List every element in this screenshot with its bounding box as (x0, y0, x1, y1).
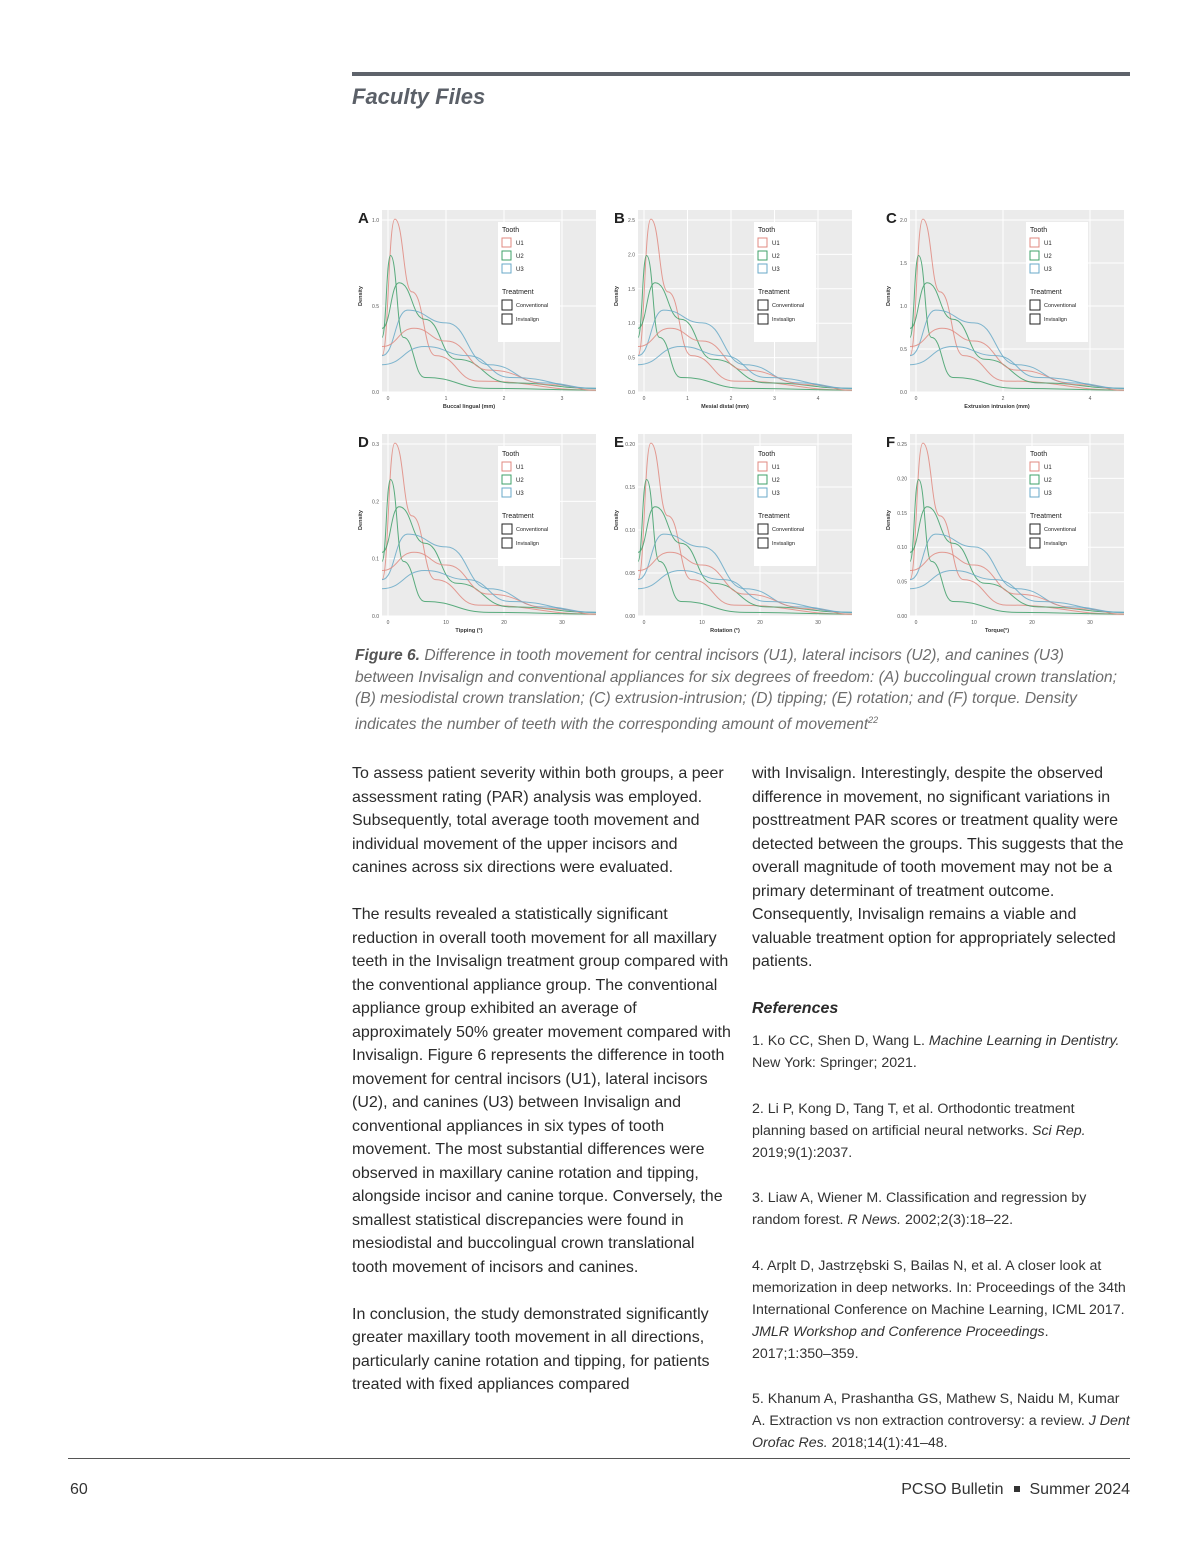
page-number: 60 (70, 1481, 88, 1498)
y-tick-label: 0.00 (625, 614, 635, 620)
y-tick-label: 0.1 (372, 556, 379, 563)
legend-item: U2 (772, 478, 780, 484)
references-title: References (752, 999, 839, 1017)
panel-e (608, 428, 860, 646)
y-tick-label: 0.05 (625, 571, 635, 577)
y-axis-label: Density (614, 286, 620, 306)
figure-6 (352, 200, 1130, 640)
y-tick-label: 0.05 (897, 579, 907, 586)
x-axis-label: Torque(°) (984, 628, 1010, 634)
legend-item: Invisalign (516, 541, 539, 547)
x-tick-label: 2 (1001, 396, 1005, 402)
x-tick-label: 0 (642, 620, 646, 626)
panel-c (880, 204, 1132, 422)
legend-title: Tooth (502, 451, 520, 458)
y-tick-label: 0.5 (372, 304, 379, 310)
density-plot (608, 428, 860, 646)
reference-item: 2. Li P, Kong D, Tang T, et al. Orthodontic treatment planning based on artificial neural networks. Sci Rep. 2019;9(1):2037. (752, 1100, 1086, 1161)
caption-label: Figure 6. (355, 647, 420, 664)
reference-item: 3. Liaw A, Wiener M. Classification and regression by random forest. R News. 2002;2(3):18–22. (752, 1190, 1087, 1228)
y-tick-label: 2.0 (900, 218, 907, 224)
y-tick-label: 0.10 (625, 528, 635, 534)
legend-item: U2 (1044, 254, 1052, 260)
y-tick-label: 0.25 (897, 442, 907, 448)
legend-item: U2 (1044, 478, 1052, 484)
legend-item: U1 (772, 465, 780, 471)
x-tick-label: 0 (914, 620, 918, 626)
legend-item: U1 (772, 241, 780, 247)
x-axis-label: Extrusion intrusion (mm) (964, 404, 1030, 410)
density-plot (880, 428, 1132, 646)
legend-title: Tooth (758, 451, 776, 458)
x-tick-label: 1 (444, 396, 448, 402)
legend-title: Treatment (502, 513, 534, 520)
legend-item: U3 (1044, 491, 1052, 497)
x-tick-label: 10 (699, 620, 705, 626)
body-column-right (752, 762, 1130, 1478)
reference-item: 5. Khanum A, Prashantha GS, Mathew S, Naidu M, Kumar A. Extraction vs non extraction controversy: a review. J Dent Orofac Res. 2018;14(1):41–48. (752, 1391, 1130, 1451)
legend-item: Conventional (1044, 303, 1077, 309)
y-tick-label: 1.0 (628, 321, 635, 328)
legend-item: Invisalign (1044, 541, 1067, 547)
legend-title: Treatment (758, 513, 790, 520)
legend-item: Conventional (516, 303, 549, 309)
panel-letter: E (614, 434, 625, 451)
y-axis-label: Density (614, 510, 620, 530)
y-tick-label: 0.00 (897, 614, 907, 620)
x-tick-label: 30 (1087, 620, 1093, 626)
legend-item: Invisalign (1044, 317, 1067, 323)
x-tick-label: 1 (686, 396, 689, 402)
reference-item: 1. Ko CC, Shen D, Wang L. Machine Learning in Dentistry. New York: Springer; 2021. (752, 1033, 1120, 1071)
y-tick-label: 1.5 (900, 261, 907, 267)
legend-item: Conventional (772, 527, 805, 533)
panel-letter: A (358, 210, 369, 227)
legend-item: U1 (516, 241, 524, 247)
x-axis-label: Tipping (°) (455, 628, 483, 634)
legend-item: Invisalign (516, 317, 539, 323)
y-tick-label: 0.0 (372, 390, 379, 396)
paragraph: To assess patient severity within both groups, a peer assessment rating (PAR) analysis was employed. Subsequently, total average tooth movement and individual movement of the upper incisors and canines across six directions were evaluated. (352, 765, 724, 876)
panel-letter: F (886, 434, 896, 451)
y-tick-label: 1.0 (372, 218, 379, 224)
y-tick-label: 2.0 (628, 252, 635, 259)
legend-item: Invisalign (772, 317, 795, 323)
y-tick-label: 0.5 (628, 355, 635, 362)
x-axis-label: Mesial distal (mm) (701, 404, 749, 410)
x-tick-label: 3 (773, 396, 776, 402)
x-tick-label: 10 (971, 620, 977, 626)
footer-rule (68, 1458, 1130, 1459)
x-tick-label: 0 (642, 396, 646, 402)
paragraph: In conclusion, the study demonstrated significantly greater maxillary tooth movement in all directions, particularly canine rotation and tipping, for patients treated with fixed appliances compared (352, 1305, 710, 1393)
legend-item: Conventional (516, 527, 549, 533)
x-tick-label: 30 (815, 620, 821, 626)
y-axis-label: Density (886, 510, 892, 530)
figure-caption (355, 645, 1125, 735)
legend-item: Conventional (1044, 527, 1077, 533)
panel-b (608, 204, 860, 422)
legend-item: U3 (516, 267, 524, 273)
separator-square-icon (1014, 1486, 1020, 1492)
legend-item: Conventional (772, 303, 805, 309)
panel-a (352, 204, 604, 422)
y-tick-label: 0.0 (900, 390, 907, 396)
legend-title: Treatment (758, 289, 790, 296)
y-tick-label: 0.5 (900, 347, 907, 353)
y-tick-label: 0.10 (897, 545, 907, 552)
caption-text: Difference in tooth movement for central incisors (U1), lateral incisors (U2), and canines (U3) between Invisalign and conventional appliances for six degrees of freedom: (A) buccolingual crown translation; (B) mesiodistal crown translation; (C) extrusion-intrusion; (D) tipping; (E) rotation; and (F) torque. Density indicates the number of teeth with the corresponding amount of movement (355, 647, 1117, 733)
legend-title: Tooth (758, 227, 776, 234)
reference-item: 4. Arplt D, Jastrzębski S, Bailas N, et al. A closer look at memorization in deep networks. In: Proceedings of the 34th International Conference on Machine Learning, ICML 2017. JMLR Workshop and Conference Proceedings. 2017;1:350–359. (752, 1257, 1126, 1362)
issue-name: Summer 2024 (1029, 1481, 1130, 1498)
legend-title: Tooth (1030, 227, 1048, 234)
footer-publication (901, 1481, 1130, 1499)
x-tick-label: 0 (386, 396, 390, 402)
panel-letter: B (614, 210, 625, 227)
y-tick-label: 0.2 (372, 499, 379, 506)
x-tick-label: 2 (729, 396, 733, 402)
caption-ref: 22 (868, 714, 879, 725)
x-tick-label: 20 (757, 620, 763, 626)
x-tick-label: 0 (914, 396, 918, 402)
paragraph: The results revealed a statistically significant reduction in overall tooth movement for all maxillary teeth in the Invisalign treatment group compared with the conventional appliance group. The conventional appliance group exhibited an average of approximately 50% greater movement compared with Invisalign. Figure 6 represents the difference in tooth movement for central incisors (U1), lateral incisors (U2), and canines (U3) between Invisalign and conventional appliances in six types of tooth movement. The most substantial differences were observed in maxillary canine rotation and tipping, alongside incisor and canine torque. Conversely, the smallest statistical discrepancies were found in mesiodistal and buccolingual crown translational tooth movement of incisors and canines. (352, 906, 731, 1276)
y-axis-label: Density (358, 286, 364, 306)
y-tick-label: 0.15 (897, 510, 907, 517)
x-tick-label: 30 (559, 620, 565, 626)
legend-item: U1 (1044, 241, 1052, 247)
panel-f (880, 428, 1132, 646)
y-tick-label: 1.5 (628, 286, 635, 293)
y-tick-label: 0.0 (372, 614, 379, 620)
panel-letter: C (886, 210, 897, 227)
x-tick-label: 20 (501, 620, 507, 626)
x-tick-label: 4 (1088, 396, 1092, 402)
y-tick-label: 2.5 (628, 218, 635, 224)
legend-item: Invisalign (772, 541, 795, 547)
panel-letter: D (358, 434, 369, 451)
legend-item: U1 (516, 465, 524, 471)
legend-item: U3 (1044, 267, 1052, 273)
y-tick-label: 0.0 (628, 390, 635, 396)
legend-item: U3 (772, 491, 780, 497)
legend-item: U3 (772, 267, 780, 273)
body-column-left (352, 762, 732, 1397)
y-tick-label: 0.20 (625, 442, 635, 448)
legend-item: U2 (772, 254, 780, 260)
legend-title: Treatment (1030, 513, 1062, 520)
section-header: Faculty Files (352, 84, 486, 109)
x-tick-label: 4 (816, 396, 820, 402)
y-tick-label: 0.3 (372, 442, 379, 448)
x-axis-label: Buccal lingual (mm) (442, 404, 496, 410)
y-tick-label: 1.0 (900, 304, 907, 310)
legend-item: U1 (1044, 465, 1052, 471)
density-plot (608, 204, 860, 422)
x-tick-label: 10 (443, 620, 449, 626)
x-tick-label: 20 (1029, 620, 1035, 626)
legend-item: U2 (516, 478, 524, 484)
legend-title: Treatment (502, 289, 534, 296)
y-axis-label: Density (886, 286, 892, 306)
publication-name: PCSO Bulletin (901, 1481, 1004, 1498)
paragraph: with Invisalign. Interestingly, despite the observed difference in movement, no significant variations in posttreatment PAR scores or treatment quality were detected between the groups. This suggests that the overall magnitude of tooth movement may not be a primary determinant of treatment outcome. Consequently, Invisalign remains a viable and valuable treatment option for appropriately selected patients. (752, 765, 1124, 970)
panel-d (352, 428, 604, 646)
legend-title: Treatment (1030, 289, 1062, 296)
density-plot (352, 428, 604, 646)
legend-title: Tooth (502, 227, 520, 234)
x-axis-label: Rotation (°) (710, 628, 740, 634)
legend-item: U2 (516, 254, 524, 260)
y-tick-label: 0.15 (625, 485, 635, 491)
x-tick-label: 3 (560, 396, 564, 402)
y-axis-label: Density (358, 510, 364, 530)
density-plot (352, 204, 604, 422)
legend-item: U3 (516, 491, 524, 497)
x-tick-label: 0 (386, 620, 390, 626)
top-rule (352, 72, 1130, 76)
x-tick-label: 2 (502, 396, 506, 402)
y-tick-label: 0.20 (897, 476, 907, 483)
references-list (752, 1030, 1130, 1454)
density-plot (880, 204, 1132, 422)
legend-title: Tooth (1030, 451, 1048, 458)
